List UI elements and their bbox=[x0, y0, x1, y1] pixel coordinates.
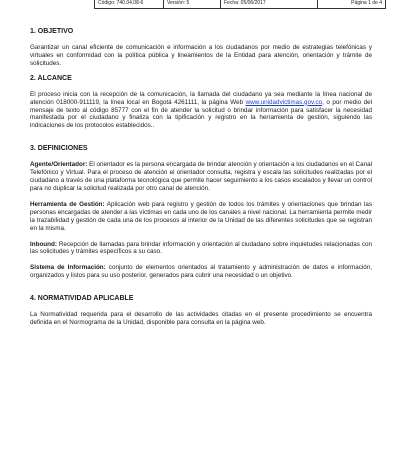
document-date: Fecha: 05/06/2017 bbox=[220, 0, 317, 8]
definition-sistema-term: Sistema de Información: bbox=[30, 264, 106, 272]
definition-inbound-term: Inbound: bbox=[30, 240, 57, 248]
section-alcance-text bbox=[30, 91, 372, 131]
section-normatividad-title: 4. NORMATIVIDAD APLICABLE bbox=[30, 295, 134, 303]
section-objetivo-title: 1. OBJETIVO bbox=[30, 28, 74, 35]
definition-herramienta-term: Herramienta de Gestión: bbox=[30, 200, 105, 208]
document-body bbox=[30, 27, 372, 327]
definition-agente-term: Agente/Orientador: bbox=[30, 161, 88, 169]
alcance-text-part-a: El proceso inicia con la recepción de la comunicación, la llamada del ciudadano ya sea mediante la línea nacional de atención 018000-911119, la línea local en Bogotá 4261111, la página Web bbox=[30, 90, 372, 106]
section-normatividad-text: La Normatividad requerida para el desarrollo de las actividades citadas en el presente procedimiento se encuentra definida en el Normograma de la Unidad, disponible para consulta en la página web. bbox=[30, 311, 372, 327]
document-version: Versión: 5 bbox=[163, 0, 220, 8]
definition-inbound bbox=[30, 241, 372, 257]
document-code: Código: 740.04.08-6 bbox=[98, 0, 144, 6]
unidadvictimas-link[interactable]: www.unidadvictimas.gov.co bbox=[245, 98, 323, 106]
definition-sistema bbox=[30, 264, 372, 280]
definition-inbound-text: Recepción de llamadas para brindar información y orientación al ciudadano sobre inquietudes relacionadas con las solicitudes y trámites específicos a su caso. bbox=[30, 240, 372, 256]
page-number: Página 1 de 4 bbox=[317, 0, 385, 8]
definition-agente bbox=[30, 161, 372, 193]
definition-agente-text: El orientador es la persona encargada de brindar atención y orientación a los ciudadanos en el Canal Telefónico y Virtual. Para el proceso de atención el orientador consulta, registra y escala las solicitudes realizadas por el ciudadano a través de una plataforma tecnológica que permite hacer seguimiento a los casos escalados y llevar un control para no duplicar la solicitud realizada por otro canal de atención. bbox=[30, 161, 372, 192]
definition-sistema-text: conjunto de elementos orientados al tratamiento y administración de datos e información, organizados y listos para su uso posterior, generados para cubrir una necesidad o un objetivo. bbox=[30, 264, 372, 280]
alcance-text-part-b: , o por medio del mensaje de texto al código 85777 con el fin de atender la solicitud o brindar información para satisfacer la necesidad manifestada por el ciudadano y finaliza con la tipificación y registro en la herramienta de gestión, siguiendo las indicaciones de los protocolos establecidos.. bbox=[30, 98, 372, 130]
document-header-table bbox=[94, 0, 386, 9]
section-objetivo-text: Garantizar un canal eficiente de comunicación e información a los ciudadanos por medio de estrategias telefónicas y virtuales en conformidad con la política pública y lineamientos de la Entidad para atención, orientación y trámite de solicitudes. bbox=[30, 44, 372, 67]
definition-herramienta bbox=[30, 201, 372, 233]
section-definiciones-title: 3. DEFINICIONES bbox=[30, 145, 88, 153]
definition-herramienta-text: Aplicación web para registro y gestión de todos los trámites y orientaciones que brindan las personas encargadas de atender a las víctimas en cada uno de los canales a nivel nacional. La herramienta permite medir la trazabilidad y gestión de cada una de los procesos al interior de la Unidad de las diferentes solicitudes que se registran en la misma. bbox=[30, 200, 372, 232]
section-alcance-title: 2. ALCANCE bbox=[30, 74, 72, 82]
